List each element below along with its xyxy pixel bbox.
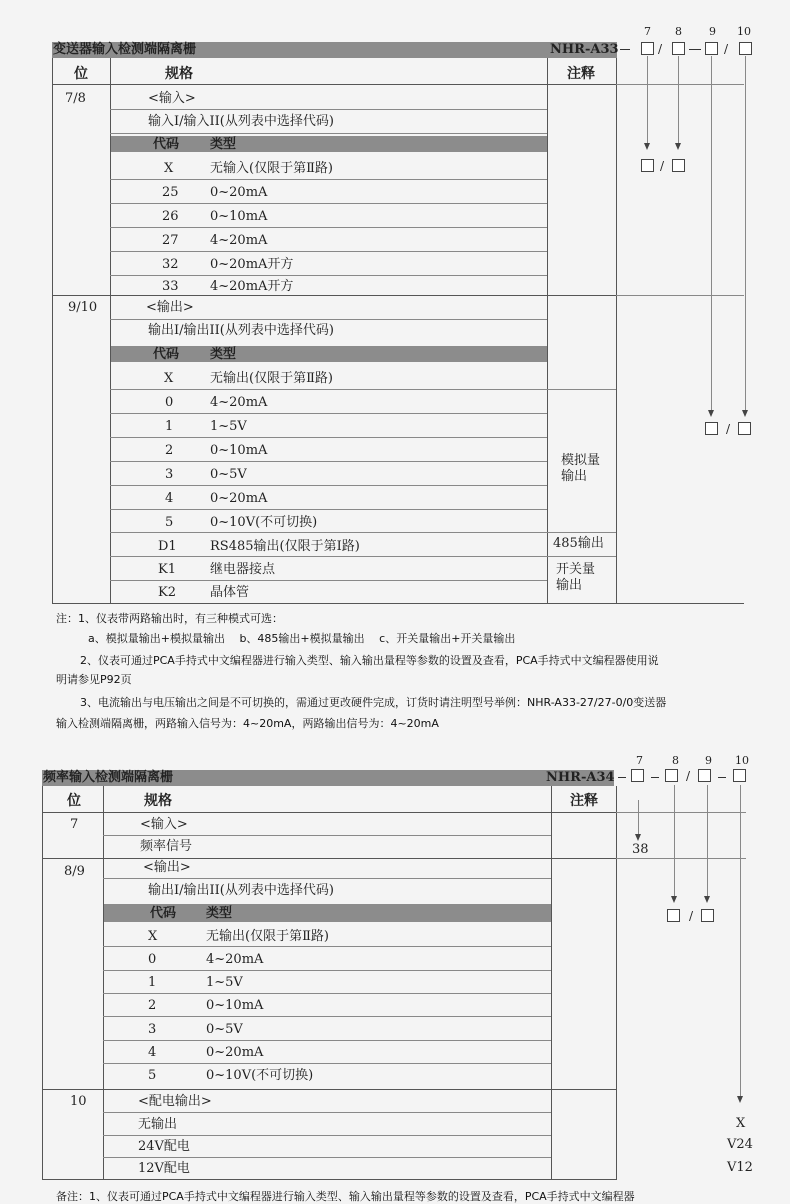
output-type: 4~20mA — [206, 952, 264, 967]
table-border — [616, 58, 617, 604]
input-type: 0~20mA开方 — [210, 257, 294, 272]
row-divider — [110, 556, 616, 557]
dash — [651, 777, 659, 778]
section-label-output: <输出> — [146, 300, 194, 315]
note-switch: 开关量 — [556, 562, 596, 577]
col-header-note: 注释 — [570, 793, 598, 809]
row-divider — [103, 1040, 551, 1041]
input-type: 0~10mA — [210, 209, 268, 224]
slash: / — [658, 42, 663, 56]
row-divider — [42, 1179, 617, 1180]
col-header-spec: 规格 — [144, 793, 172, 809]
arrow-down-icon — [644, 143, 650, 150]
input-code: 33 — [162, 279, 179, 294]
pos-output: 9/10 — [68, 300, 98, 315]
code-header: 代码 — [153, 347, 180, 362]
code-header: 代码 — [153, 137, 180, 152]
row-divider — [110, 227, 547, 228]
pos-number: 9 — [709, 25, 716, 38]
row-divider — [103, 835, 551, 836]
output-type: 无输出(仅限于第Ⅱ路) — [206, 929, 329, 944]
connector-line — [707, 785, 708, 898]
slash: / — [686, 769, 691, 783]
arrow-down-icon — [675, 143, 681, 150]
row-divider — [110, 133, 547, 134]
table-border — [547, 58, 548, 604]
row-divider — [110, 275, 547, 276]
output-code: 3 — [148, 1022, 157, 1037]
output-type: 无输出(仅限于第Ⅱ路) — [210, 371, 333, 386]
row-divider — [110, 437, 547, 438]
code-box — [698, 769, 711, 782]
row-divider — [103, 946, 551, 947]
code-box — [738, 422, 751, 435]
note-line: 3、电流输出与电压输出之间是不可切换的，需通过更改硬件完成，订货时请注明型号举例：NHR-A33-27/27-0/0变送器 — [80, 696, 667, 709]
note-line: 明请参见P92页 — [56, 673, 132, 686]
code-box — [739, 42, 752, 55]
row-divider — [110, 203, 547, 204]
connector-line — [745, 56, 746, 411]
slash: / — [724, 42, 729, 56]
table-border — [551, 786, 552, 1180]
output-code: 3 — [165, 467, 174, 482]
pos-power: 10 — [70, 1094, 87, 1109]
note-line: 备注：1、仪表可通过PCA手持式中文编程器进行输入类型、输入输出量程等参数的设置及查看，PCA手持式中文编程器 — [56, 1190, 635, 1203]
row-divider — [42, 812, 617, 813]
code-box — [701, 909, 714, 922]
note-line: a、模拟量输出+模拟量输出 b、485输出+模拟量输出 c、开关量输出+开关量输出 — [88, 632, 516, 645]
row-divider — [52, 84, 617, 85]
input-type: 4~20mA开方 — [210, 279, 294, 294]
output-type: RS485输出(仅限于第Ⅰ路) — [210, 539, 360, 554]
output-code: 0 — [165, 395, 174, 410]
input-desc: 输入I/输入II(从列表中选择代码) — [148, 114, 334, 129]
arrow-down-icon — [635, 834, 641, 841]
row-divider — [110, 389, 616, 390]
note-485: 485输出 — [553, 536, 604, 551]
table-border — [616, 786, 617, 1180]
output-type: 0~5V — [206, 1022, 243, 1037]
pos-input: 7 — [70, 817, 79, 832]
row-divider — [52, 295, 617, 296]
code-box — [672, 159, 685, 172]
row-divider — [110, 109, 547, 110]
output-type: 4~20mA — [210, 395, 268, 410]
code-box — [733, 769, 746, 782]
table-title: 频率输入检测端隔离栅 — [43, 770, 174, 785]
output-code: 1 — [165, 419, 174, 434]
output-type: 晶体管 — [210, 585, 250, 600]
connector-line — [638, 800, 639, 836]
pos-input: 7/8 — [65, 91, 86, 106]
row-divider — [42, 858, 617, 859]
row-divider — [110, 319, 547, 320]
model-number: NHR-A33 — [550, 42, 619, 57]
row-divider — [110, 509, 547, 510]
input-code: 27 — [162, 233, 179, 248]
slash: / — [689, 909, 694, 923]
power-code: V12 — [727, 1160, 753, 1175]
row-divider — [103, 970, 551, 971]
row-divider — [616, 858, 746, 859]
note-line: 注：1、仪表带两路输出时，有三种模式可选： — [56, 612, 283, 625]
output-code: 5 — [165, 515, 174, 530]
row-divider — [616, 295, 744, 296]
connector-line — [711, 56, 712, 411]
row-divider — [110, 251, 547, 252]
output-type: 0~5V — [210, 467, 247, 482]
power-code: X — [736, 1116, 746, 1131]
type-header: 类型 — [210, 347, 237, 362]
output-type: 0~10mA — [210, 443, 268, 458]
section-label-power: <配电输出> — [138, 1094, 212, 1109]
note-analog: 模拟量 — [561, 453, 601, 468]
row-divider — [42, 1089, 617, 1090]
code-box — [631, 769, 644, 782]
col-header-position: 位 — [67, 793, 81, 809]
fixed-code: 38 — [632, 842, 649, 857]
table-border — [52, 58, 53, 604]
power-code: V24 — [727, 1137, 753, 1152]
arrow-down-icon — [737, 1096, 743, 1103]
pos-number: 7 — [636, 754, 643, 767]
row-divider — [110, 413, 547, 414]
slash: / — [660, 159, 665, 173]
row-divider — [110, 580, 547, 581]
col-header-note: 注释 — [567, 66, 595, 82]
power-name: 无输出 — [138, 1117, 178, 1132]
code-box — [667, 909, 680, 922]
connector-line — [647, 56, 648, 144]
output-code: X — [164, 371, 174, 386]
output-type: 0~10V(不可切换) — [206, 1068, 314, 1083]
row-divider — [616, 84, 744, 85]
connector-line — [674, 785, 675, 898]
output-desc: 输出I/输出II(从列表中选择代码) — [148, 883, 334, 898]
output-code: 4 — [165, 491, 174, 506]
output-code: 0 — [148, 952, 157, 967]
output-code: D1 — [158, 539, 177, 554]
code-box — [665, 769, 678, 782]
table-border — [42, 786, 43, 1180]
type-header: 类型 — [206, 906, 233, 921]
pos-number: 7 — [644, 25, 651, 38]
pos-number: 9 — [705, 754, 712, 767]
output-type: 1~5V — [210, 419, 247, 434]
row-divider — [103, 993, 551, 994]
output-code: K2 — [158, 585, 176, 600]
code-box — [705, 42, 718, 55]
input-code: X — [164, 161, 174, 176]
model-number: NHR-A34 — [546, 770, 615, 785]
slash: / — [726, 422, 731, 436]
row-divider — [103, 1063, 551, 1064]
output-code: 2 — [148, 998, 157, 1013]
dash — [689, 49, 701, 50]
input-code: 25 — [162, 185, 179, 200]
input-type: 4~20mA — [210, 233, 268, 248]
row-divider — [103, 1135, 551, 1136]
power-name: 12V配电 — [138, 1161, 190, 1176]
code-box — [705, 422, 718, 435]
pos-number: 10 — [737, 25, 751, 38]
row-divider — [103, 1157, 551, 1158]
output-type: 0~10mA — [206, 998, 264, 1013]
row-divider — [110, 532, 616, 533]
row-divider — [110, 461, 547, 462]
code-header: 代码 — [150, 906, 177, 921]
output-code: X — [148, 929, 158, 944]
output-code: 1 — [148, 975, 157, 990]
row-divider — [110, 485, 547, 486]
output-type: 0~10V(不可切换) — [210, 515, 318, 530]
row-divider — [110, 179, 547, 180]
pos-number: 8 — [672, 754, 679, 767]
arrow-down-icon — [704, 896, 710, 903]
output-type: 1~5V — [206, 975, 243, 990]
input-desc: 频率信号 — [140, 839, 193, 854]
section-label-output: <输出> — [143, 860, 191, 875]
row-divider — [103, 878, 551, 879]
code-box — [641, 159, 654, 172]
input-type: 无输入(仅限于第Ⅱ路) — [210, 161, 333, 176]
col-header-position: 位 — [74, 66, 88, 82]
row-divider — [103, 1112, 551, 1113]
section-label-input: <输入> — [140, 817, 188, 832]
output-type: 继电器接点 — [210, 562, 276, 577]
output-code: 5 — [148, 1068, 157, 1083]
col-header-spec: 规格 — [165, 66, 193, 82]
row-divider — [52, 603, 744, 604]
note-line: 2、仪表可通过PCA手持式中文编程器进行输入类型、输入输出量程等参数的设置及查看，PCA手持式中文编程器使用说 — [80, 654, 659, 667]
output-type: 0~20mA — [210, 491, 268, 506]
table-title: 变送器输入检测端隔离栅 — [53, 42, 197, 57]
section-label-input: <输入> — [148, 91, 196, 106]
code-box — [672, 42, 685, 55]
power-name: 24V配电 — [138, 1139, 190, 1154]
pos-number: 8 — [675, 25, 682, 38]
row-divider — [616, 812, 746, 813]
connector-line — [740, 785, 741, 1098]
dash — [618, 777, 626, 778]
output-desc: 输出I/输出II(从列表中选择代码) — [148, 323, 334, 338]
output-code: 2 — [165, 443, 174, 458]
output-code: 4 — [148, 1045, 157, 1060]
type-header: 类型 — [210, 137, 237, 152]
dash — [718, 777, 726, 778]
connector-line — [678, 56, 679, 144]
arrow-down-icon — [708, 410, 714, 417]
output-code: K1 — [158, 562, 176, 577]
input-code: 26 — [162, 209, 179, 224]
pos-output: 8/9 — [64, 864, 85, 879]
input-type: 0~20mA — [210, 185, 268, 200]
note-switch: 输出 — [556, 578, 583, 593]
row-divider — [103, 1016, 551, 1017]
input-code: 32 — [162, 257, 179, 272]
arrow-down-icon — [671, 896, 677, 903]
table-border — [103, 786, 104, 1180]
note-line: 输入检测端隔离栅，两路输入信号为：4~20mA，两路输出信号为：4~20mA — [56, 717, 439, 730]
note-analog: 输出 — [561, 469, 588, 484]
code-box — [641, 42, 654, 55]
dash — [620, 49, 630, 50]
pos-number: 10 — [735, 754, 749, 767]
arrow-down-icon — [742, 410, 748, 417]
output-type: 0~20mA — [206, 1045, 264, 1060]
